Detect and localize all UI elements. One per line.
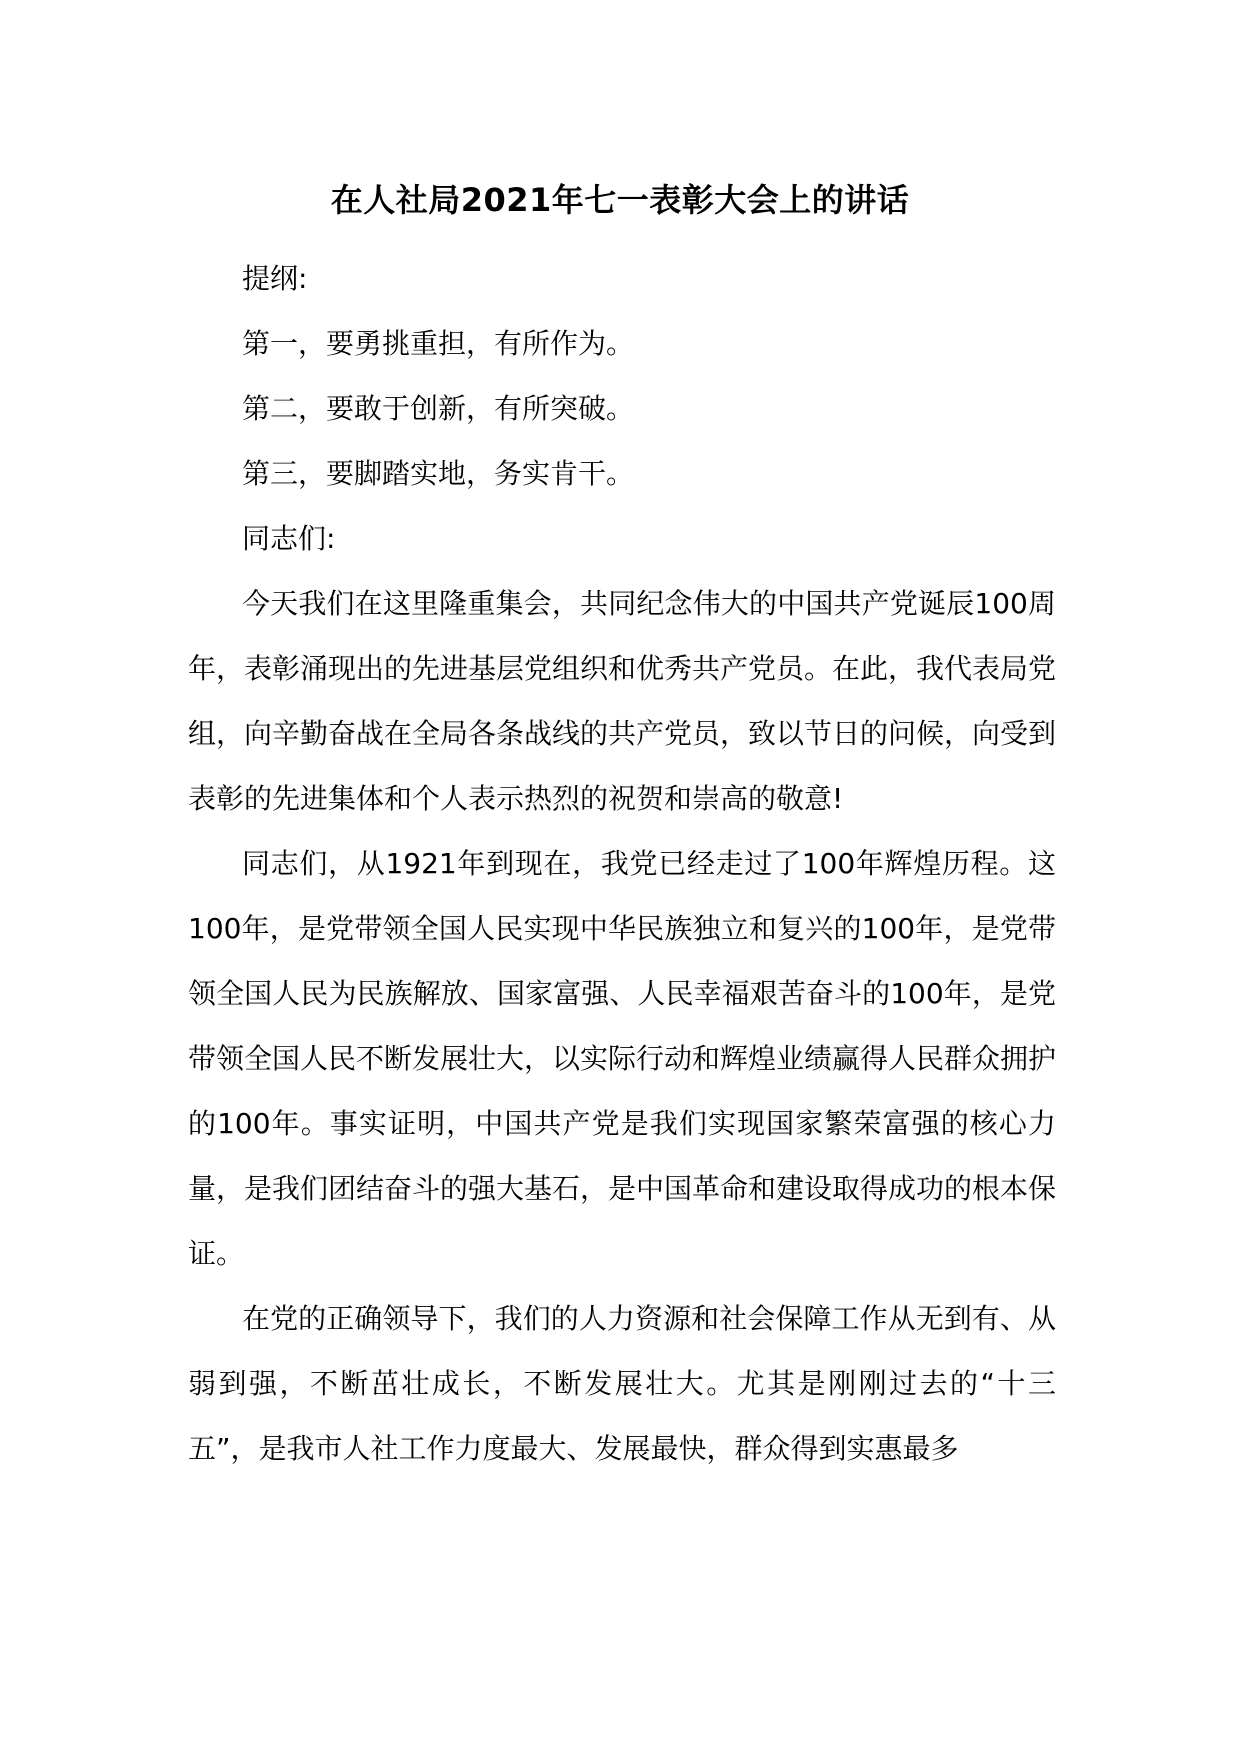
paragraph-2: 同志们，从1921年到现在，我党已经走过了100年辉煌历程。这100年，是党带领全国人民实现中华民族独立和复兴的100年，是党带领全国人民为民族解放、国家富强、人民幸福艰苦奋斗的100年，是党带领全国人民不断发展壮大，以实际行动和辉煌业绩赢得人民群众拥护的100年。事实证明，中国共产党是我们实现国家繁荣富强的核心力量，是我们团结奋斗的强大基石，是中国革命和建设取得成功的根本保证。: [188, 847, 1057, 1270]
document-title: 在人社局2021年七一表彰大会上的讲话: [330, 181, 910, 219]
outline-label: 提纲:: [242, 262, 308, 295]
document-body: [188, 246, 1056, 1481]
outline-item-2: 第二，要敢于创新，有所突破。: [242, 392, 635, 425]
outline-item-1: 第一，要勇挑重担，有所作为。: [242, 327, 635, 360]
salutation: 同志们:: [242, 522, 336, 555]
paragraph-1: 今天我们在这里隆重集会，共同纪念伟大的中国共产党诞辰100周年，表彰涌现出的先进基层党组织和优秀共产党员。在此，我代表局党组，向辛勤奋战在全局各条战线的共产党员，致以节日的问候，向受到表彰的先进集体和个人表示热烈的祝贺和崇高的敬意!: [188, 587, 1057, 815]
paragraph-3: 在党的正确领导下，我们的人力资源和社会保障工作从无到有、从弱到强，不断茁壮成长，不断发展壮大。尤其是刚刚过去的“十三五”，是我市人社工作力度最大、发展最快，群众得到实惠最多: [188, 1302, 1056, 1465]
outline-item-3: 第三，要脚踏实地，务实肯干。: [242, 457, 635, 490]
